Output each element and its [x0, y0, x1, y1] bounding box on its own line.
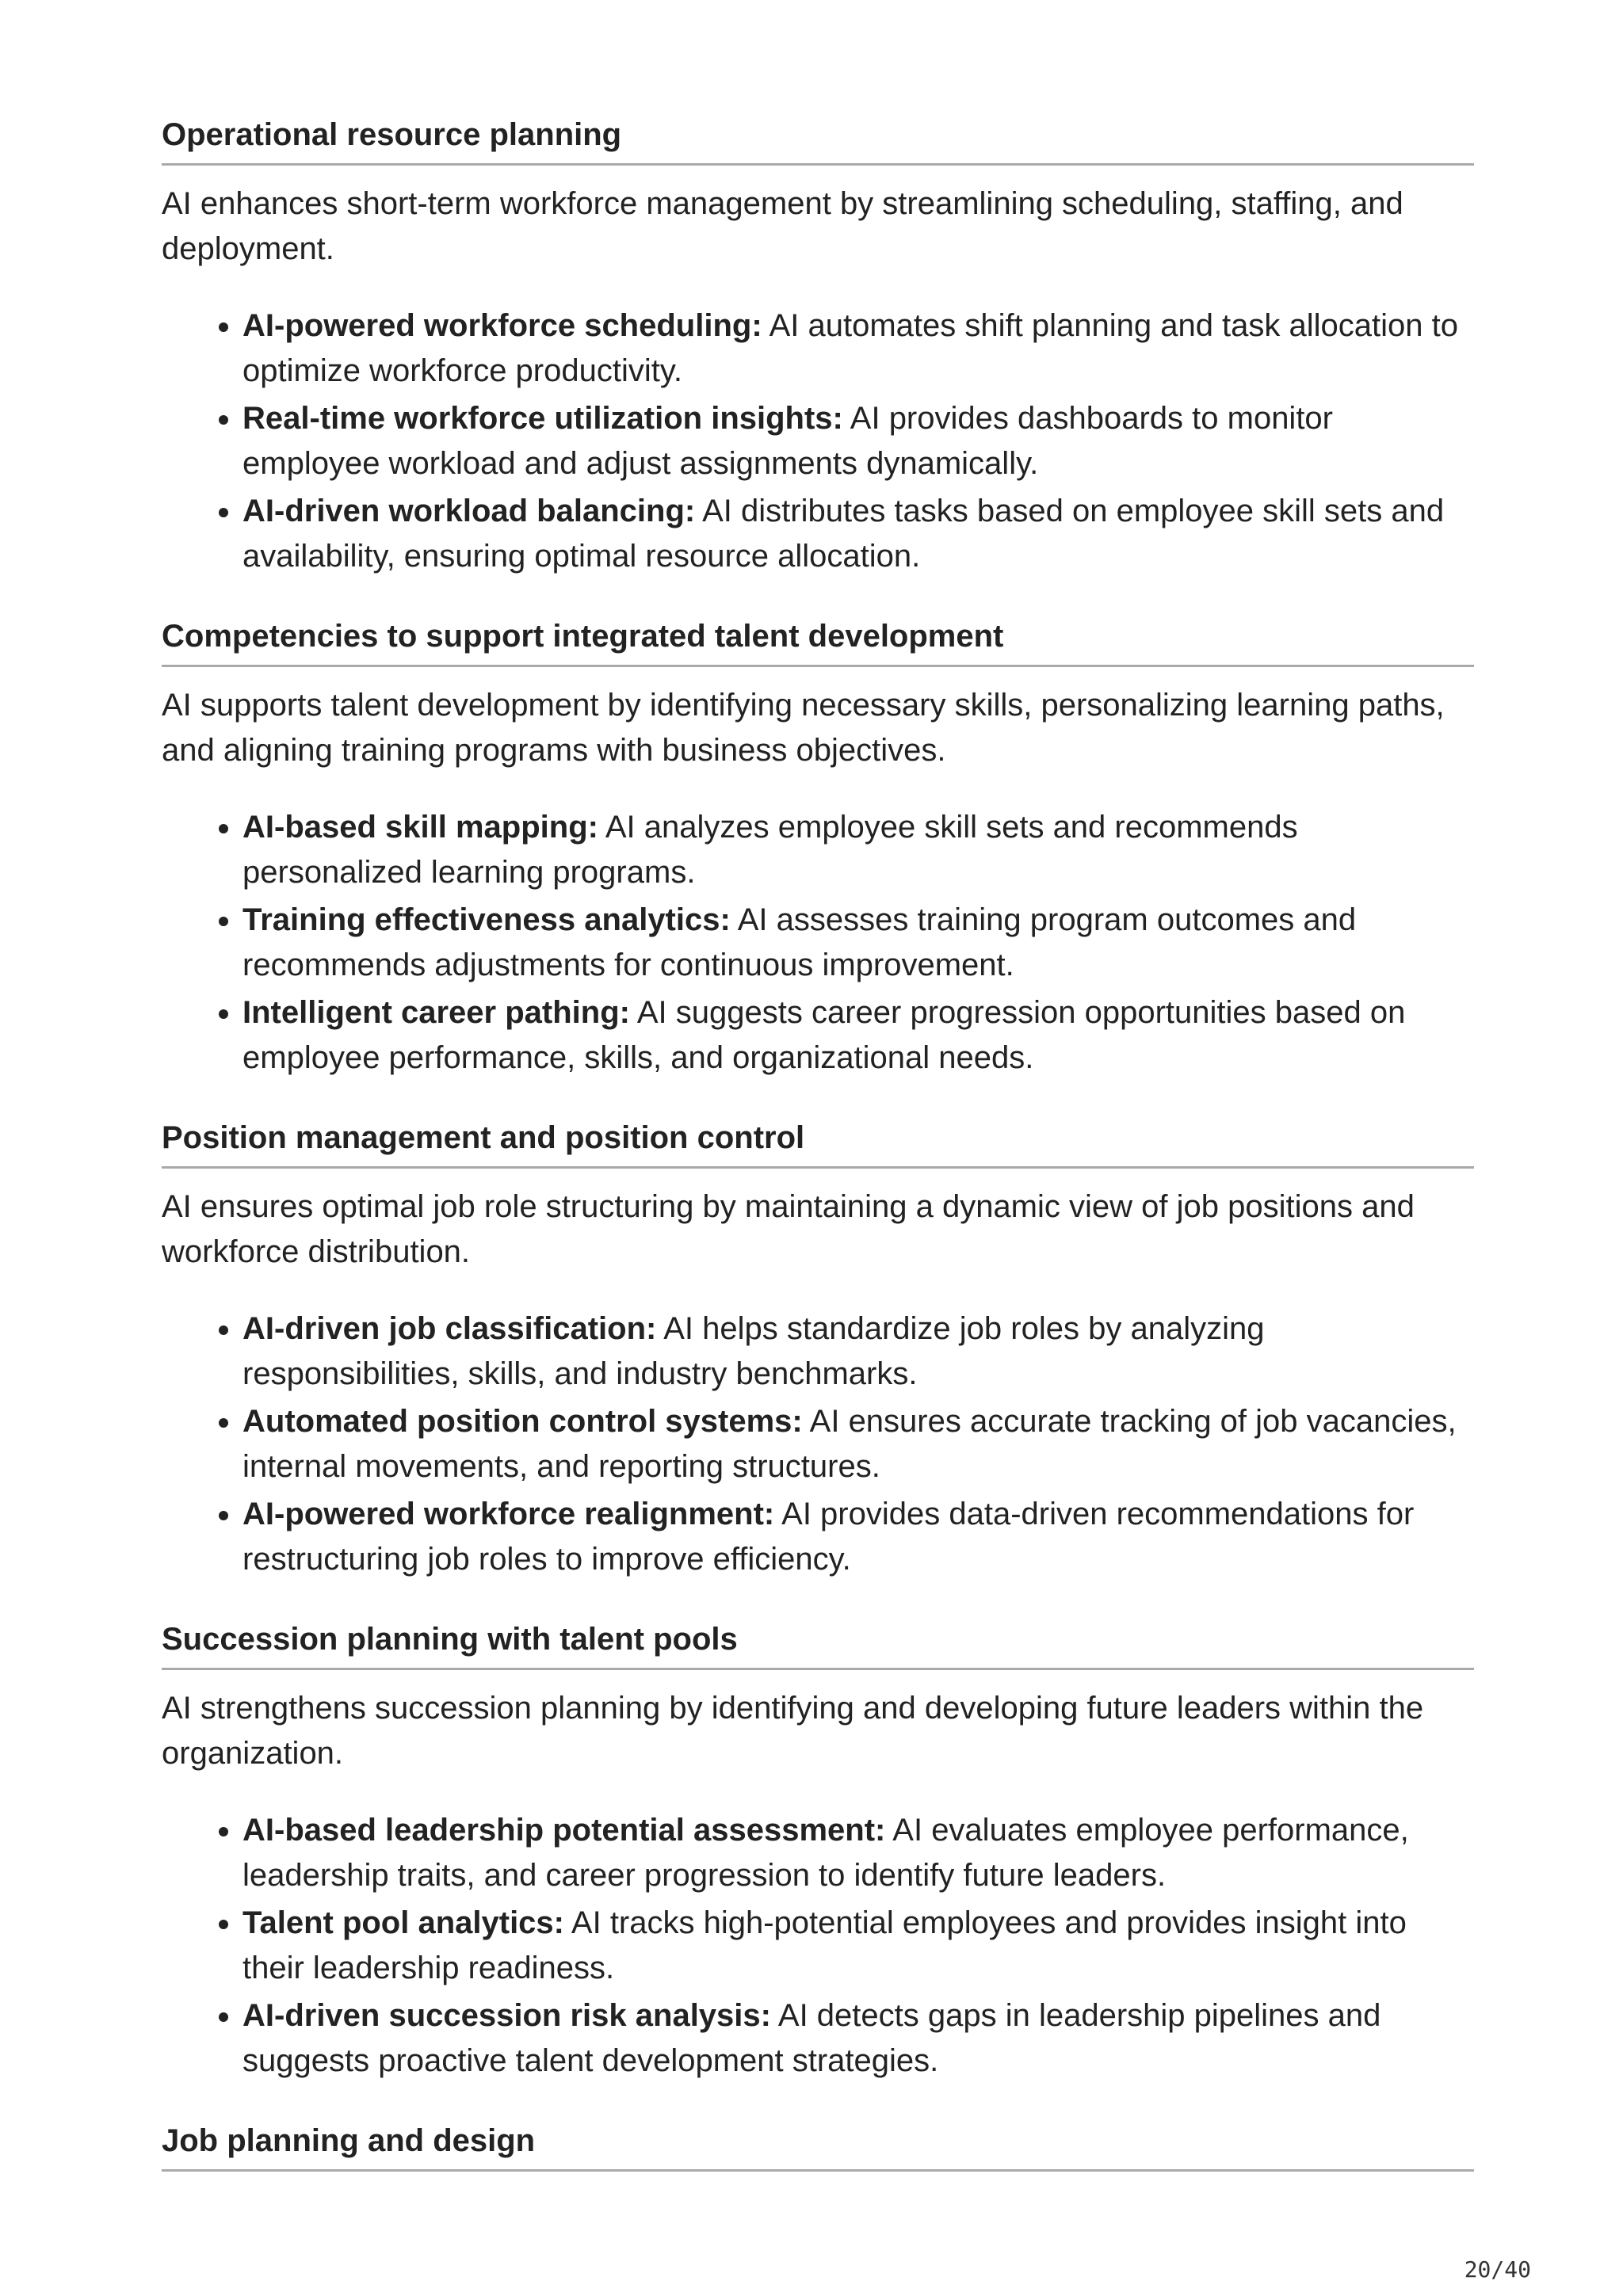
section-succession-planning: [162, 1617, 1474, 2084]
bullet-list: [162, 1306, 1474, 1582]
list-item: [242, 898, 1474, 988]
list-item: [242, 1993, 1474, 2084]
list-item: [242, 1306, 1474, 1397]
list-item-term: AI-driven succession risk analysis:: [242, 1998, 771, 2033]
section-heading: Position management and position control: [162, 1116, 1474, 1169]
list-item-term: AI-driven job classification:: [242, 1311, 657, 1346]
section-operational-resource-planning: [162, 113, 1474, 579]
list-item-term: AI-driven workload balancing:: [242, 494, 696, 528]
list-item-term: Training effectiveness analytics:: [242, 902, 731, 937]
section-intro: AI strengthens succession planning by identifying and developing future leaders within the organization.: [162, 1691, 1424, 1771]
section-heading: Competencies to support integrated talent development: [162, 614, 1474, 667]
section-position-management: [162, 1116, 1474, 1582]
list-item-text: AI helps standardize job roles by analyzing responsibilities, skills, and industry benchmarks.: [242, 1311, 1265, 1391]
bullet-list: [162, 1808, 1474, 2084]
bullet-list: [162, 805, 1474, 1081]
list-item: [242, 1492, 1474, 1582]
list-item: [242, 1901, 1474, 1991]
list-item: [242, 1399, 1474, 1489]
section-intro: AI ensures optimal job role structuring by maintaining a dynamic view of job positions and workforce distribution.: [162, 1189, 1415, 1269]
list-item: [242, 396, 1474, 486]
section-job-planning-design: [162, 2119, 1474, 2172]
list-item-text: AI provides data-driven recommendations for restructuring job roles to improve efficiency.: [242, 1497, 1415, 1577]
list-item-text: AI distributes tasks based on employee skill sets and availability, ensuring optimal resource allocation.: [242, 494, 1445, 574]
section-competencies-talent-development: [162, 614, 1474, 1081]
list-item: [242, 489, 1474, 579]
list-item-text: AI detects gaps in leadership pipelines and suggests proactive talent development strategies.: [242, 1998, 1381, 2078]
list-item-text: AI assesses training program outcomes and recommends adjustments for continuous improvement.: [242, 902, 1357, 982]
list-item-term: AI-based leadership potential assessment:: [242, 1813, 886, 1848]
list-item-text: AI automates shift planning and task allocation to optimize workforce productivity.: [242, 308, 1458, 388]
list-item-text: AI analyzes employee skill sets and recommends personalized learning programs.: [242, 810, 1298, 890]
list-item-term: Intelligent career pathing:: [242, 995, 630, 1030]
bullet-list: [162, 303, 1474, 579]
list-item-term: AI-powered workforce realignment:: [242, 1497, 775, 1531]
list-item-text: AI suggests career progression opportunities based on employee performance, skills, and organizational needs.: [242, 995, 1406, 1075]
section-heading: Job planning and design: [162, 2119, 1474, 2172]
list-item-term: Automated position control systems:: [242, 1404, 803, 1439]
section-intro: AI enhances short-term workforce management by streamlining scheduling, staffing, and deployment.: [162, 186, 1403, 266]
section-intro: AI supports talent development by identifying necessary skills, personalizing learning paths, and aligning training programs with business objectives.: [162, 688, 1445, 768]
list-item: [242, 303, 1474, 394]
list-item-term: Talent pool analytics:: [242, 1905, 564, 1940]
list-item-text: AI evaluates employee performance, leadership traits, and career progression to identify future leaders.: [242, 1813, 1409, 1893]
list-item: [242, 990, 1474, 1081]
list-item-term: Real-time workforce utilization insights:: [242, 401, 843, 436]
document-content: [162, 113, 1474, 2172]
list-item: [242, 805, 1474, 895]
section-heading: Succession planning with talent pools: [162, 1617, 1474, 1670]
list-item-text: AI provides dashboards to monitor employee workload and adjust assignments dynamically.: [242, 401, 1333, 481]
list-item-text: AI tracks high-potential employees and provides insight into their leadership readiness.: [242, 1905, 1407, 1985]
list-item-term: AI-based skill mapping:: [242, 810, 598, 845]
section-heading: Operational resource planning: [162, 113, 1474, 166]
list-item-term: AI-powered workforce scheduling:: [242, 308, 762, 343]
page-number: 20/40: [1464, 2256, 1531, 2283]
list-item-text: AI ensures accurate tracking of job vacancies, internal movements, and reporting structures.: [242, 1404, 1457, 1484]
list-item: [242, 1808, 1474, 1898]
